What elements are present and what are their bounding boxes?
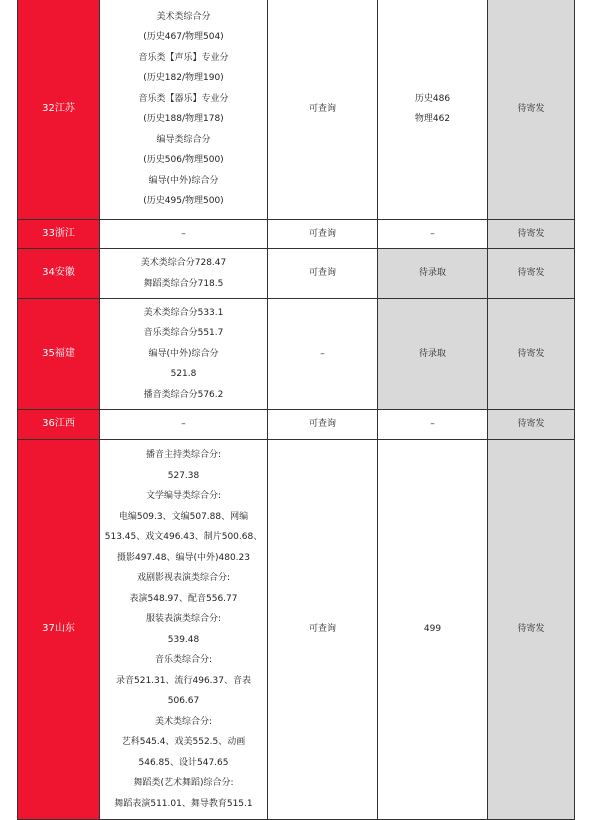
score-detail-cell: – bbox=[100, 410, 268, 440]
score-line: 506.67 bbox=[167, 696, 200, 706]
score-line: 美术类综合分 bbox=[156, 11, 211, 22]
score-line: 戏剧影视表演类综合分: bbox=[136, 573, 231, 583]
score-line: 服装表演类综合分: bbox=[145, 614, 222, 624]
score-detail-cell bbox=[100, 0, 268, 220]
score-line: 编导类综合分 bbox=[156, 134, 211, 145]
score-line: 美术类综合分728.47 bbox=[140, 258, 227, 268]
table-row bbox=[18, 249, 575, 299]
admission-line-cell: – bbox=[378, 220, 488, 249]
score-line: 音乐类综合分551.7 bbox=[143, 328, 224, 339]
province-cell: 34安徽 bbox=[18, 249, 100, 299]
table-row bbox=[18, 299, 575, 410]
query-status-cell: 可查询 bbox=[268, 0, 378, 220]
table-row bbox=[18, 440, 575, 820]
admission-line-cell bbox=[378, 0, 488, 220]
table-row bbox=[18, 0, 575, 220]
mail-status-cell: 待寄发 bbox=[488, 410, 575, 440]
score-line: 电编509.3、文编507.88、网编 bbox=[118, 511, 249, 522]
score-line: 美术类综合分: bbox=[154, 716, 213, 727]
mail-status-cell: 待寄发 bbox=[488, 249, 575, 299]
score-line: 文学编导类综合分: bbox=[145, 491, 222, 501]
query-status-cell: – bbox=[268, 299, 378, 410]
mail-status-cell: 待寄发 bbox=[488, 0, 575, 220]
province-cell: 35福建 bbox=[18, 299, 100, 410]
admission-line: 物理462 bbox=[414, 114, 451, 124]
score-line: 音乐类【器乐】专业分 bbox=[138, 93, 229, 104]
score-line: 音乐类【声乐】专业分 bbox=[138, 52, 229, 63]
admission-line-cell: – bbox=[378, 410, 488, 440]
score-line: 表演548.97、配音556.77 bbox=[129, 593, 238, 604]
score-line: (历史495/物理500) bbox=[143, 196, 224, 206]
table-row bbox=[18, 220, 575, 249]
score-line: 摄影497.48、编导(中外)480.23 bbox=[116, 552, 250, 563]
score-line: 录音521.31、流行496.37、音表 bbox=[116, 675, 251, 686]
score-line: 527.38 bbox=[167, 470, 200, 481]
query-status-cell: 可查询 bbox=[268, 249, 378, 299]
score-line: 521.8 bbox=[170, 369, 197, 380]
score-line: 编导(中外)综合分 bbox=[148, 175, 219, 186]
score-line: 546.85、设计547.65 bbox=[138, 757, 229, 768]
query-status-cell: 可查询 bbox=[268, 440, 378, 820]
score-line: (历史506/物理500) bbox=[143, 155, 224, 165]
admission-line: 历史486 bbox=[414, 93, 451, 104]
province-cell: 36江西 bbox=[18, 410, 100, 440]
score-line: 舞蹈表演511.01、舞导教育515.1 bbox=[114, 798, 253, 809]
score-line: 播音主持类综合分: bbox=[145, 450, 222, 460]
score-detail-cell bbox=[100, 440, 268, 820]
mail-status-cell: 待寄发 bbox=[488, 299, 575, 410]
query-status-cell: 可查询 bbox=[268, 410, 378, 440]
score-detail-cell bbox=[100, 249, 268, 299]
score-line: (历史467/物理504) bbox=[143, 32, 224, 42]
score-detail-cell bbox=[100, 299, 268, 410]
admission-line-cell: 499 bbox=[378, 440, 488, 820]
admission-line-cell: 待录取 bbox=[378, 249, 488, 299]
score-line: 舞蹈类(艺术舞蹈)综合分: bbox=[133, 778, 234, 788]
score-table bbox=[17, 0, 575, 820]
score-line: 编导(中外)综合分 bbox=[148, 348, 219, 359]
mail-status-cell: 待寄发 bbox=[488, 440, 575, 820]
score-line: (历史188/物理178) bbox=[143, 114, 224, 124]
score-line: 艺科545.4、戏美552.5、动画 bbox=[121, 737, 246, 747]
query-status-cell: 可查询 bbox=[268, 220, 378, 249]
table-row bbox=[18, 410, 575, 440]
score-line: 播音类综合分576.2 bbox=[143, 389, 224, 400]
province-cell: 32江苏 bbox=[18, 0, 100, 220]
score-line: 美术类综合分533.1 bbox=[143, 307, 224, 318]
province-cell: 37山东 bbox=[18, 440, 100, 820]
score-line: (历史182/物理190) bbox=[143, 73, 224, 83]
mail-status-cell: 待寄发 bbox=[488, 220, 575, 249]
score-line: 513.45、戏文496.43、制片500.68、 bbox=[104, 532, 263, 542]
score-line: 539.48 bbox=[167, 634, 200, 645]
province-cell: 33浙江 bbox=[18, 220, 100, 249]
score-detail-cell: – bbox=[100, 220, 268, 249]
score-line: 音乐类综合分: bbox=[154, 655, 213, 665]
score-line: 舞蹈类综合分718.5 bbox=[143, 278, 224, 289]
admission-line-cell: 待录取 bbox=[378, 299, 488, 410]
